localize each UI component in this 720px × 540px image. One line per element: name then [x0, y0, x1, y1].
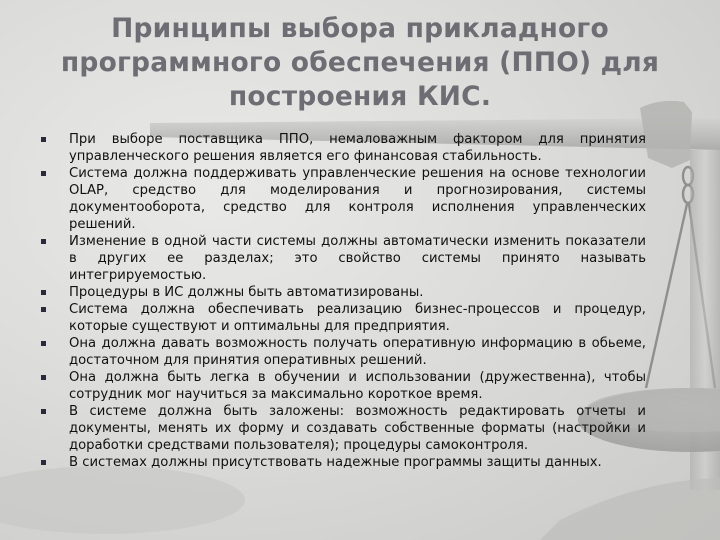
title-line: программного обеспечения (ППО) для [60, 47, 660, 78]
bullet-item [40, 284, 646, 301]
bullet-item [40, 454, 646, 471]
square-bullet-icon [41, 239, 46, 244]
bullet-text: В системах должны присутствовать надежные программы защиты данных. [69, 455, 602, 470]
bullet-item [40, 233, 646, 284]
bullet-item [40, 165, 646, 233]
bullet-item [40, 403, 646, 454]
bullet-item [40, 131, 646, 165]
square-bullet-icon [41, 171, 46, 176]
bullet-text: Изменение в одной части системы должны автоматически изменить показатели в других ее разделах; это свойство системы принято называть интегрируемостью. [69, 234, 646, 283]
square-bullet-icon [41, 307, 46, 312]
square-bullet-icon [41, 290, 46, 295]
bullet-item [40, 301, 646, 335]
slide-title [40, 12, 680, 114]
bullet-list [40, 131, 646, 471]
bullet-text: Система должна поддерживать управленческие решения на основе технологии OLAP, средство для моделирования и прогнозирования, системы документооборота, средство для контроля исполнения управленческих решений. [69, 166, 646, 232]
square-bullet-icon [41, 460, 46, 465]
bullet-item [40, 369, 646, 403]
square-bullet-icon [41, 375, 46, 380]
bullet-item [40, 335, 646, 369]
title-line: Принципы выбора прикладного [111, 13, 609, 44]
bullet-text: Она должна быть легка в обучении и использовании (дружественна), чтобы сотрудник мог научиться за максимально короткое время. [69, 370, 646, 402]
bullet-text: Система должна обеспечивать реализацию бизнес-процессов и процедур, которые существуют и оптимальны для предприятия. [69, 302, 646, 334]
square-bullet-icon [41, 409, 46, 414]
bullet-text: В системе должна быть заложены: возможность редактировать отчеты и документы, менять их форму и создавать собственные форматы (настройки и доработки средствами пользователя); процедуры самоконтроля. [69, 404, 646, 453]
square-bullet-icon [41, 341, 46, 346]
bullet-text: При выборе поставщика ППО, немаловажным фактором для принятия управленческого решения является его финансовая стабильность. [69, 132, 646, 164]
bullet-text: Процедуры в ИС должны быть автоматизированы. [69, 285, 424, 300]
title-line: построения КИС. [228, 81, 492, 112]
bullet-text: Она должна давать возможность получать оперативную информацию в обьеме, достаточном для принятия оперативных решений. [69, 336, 646, 368]
square-bullet-icon [41, 137, 46, 142]
